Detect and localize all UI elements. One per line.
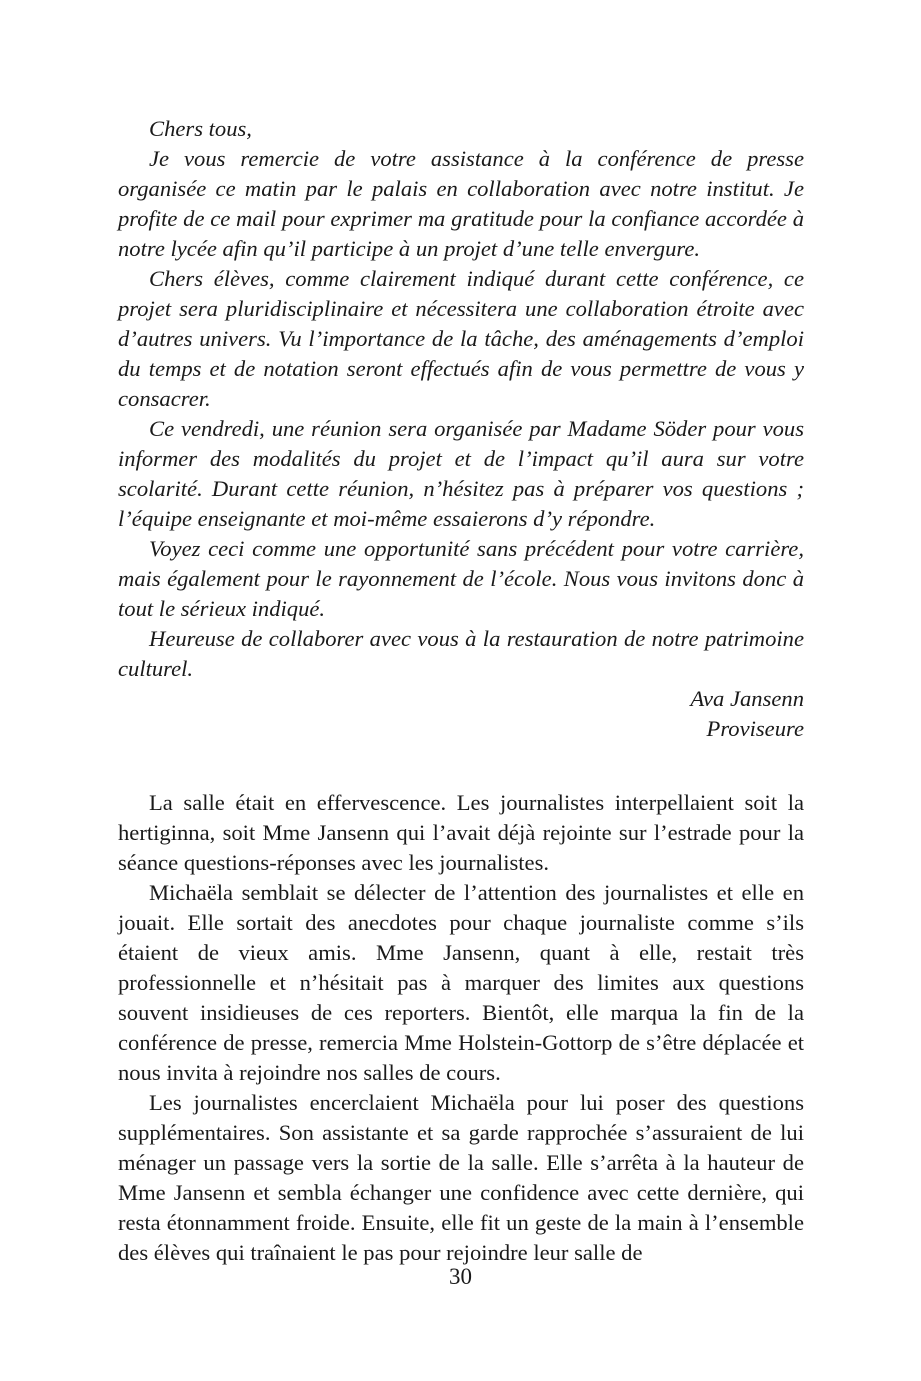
email-letter [118,114,804,744]
signature-name: Ava Jansenn [690,686,804,711]
letter-paragraph: Je vous remercie de votre assistance à la conférence de presse organisée ce matin par le palais en collaboration avec notre institut. Je profite de ce mail pour exprimer ma gratitude pour la confiance accordée à notre lycée afin qu’il participe à un projet d’une telle envergure. [118,146,804,261]
page-number: 30 [449,1264,472,1289]
letter-paragraph: Voyez ceci comme une opportunité sans précédent pour votre carrière, mais également pour le rayonnement de l’école. Nous vous invitons donc à tout le sérieux indiqué. [118,536,804,621]
letter-salutation: Chers tous, [149,116,252,141]
letter-paragraph: Chers élèves, comme clairement indiqué durant cette conférence, ce projet sera pluridisciplinaire et nécessitera une collaboration étroite avec d’autres univers. Vu l’importance de la tâche, des aménagements d’emploi du temps et de notation seront effectués afin de vous permettre de vous y consacrer. [118,266,804,411]
page-body [118,114,804,1268]
letter-paragraph: Heureuse de collaborer avec vous à la restauration de notre patrimoine culturel. [118,626,804,681]
letter-signature [118,684,804,744]
narrative-paragraph: La salle était en effervescence. Les journalistes interpellaient soit la hertiginna, soit Mme Jansenn qui l’avait déjà rejointe sur l’estrade pour la séance questions-réponses avec les journalistes. [118,790,804,875]
narrative-paragraph: Les journalistes encerclaient Michaëla pour lui poser des questions supplémentaires. Son assistante et sa garde rapprochée s’assuraient de lui ménager un passage vers la sortie de la salle. Elle s’arrêta à la hauteur de Mme Jansenn et sembla échanger une confidence avec cette dernière, qui resta étonnamment froide. Ensuite, elle fit un geste de la main à l’ensemble des élèves qui traînaient le pas pour rejoindre leur salle de [118,1090,804,1265]
narrative-paragraph: Michaëla semblait se délecter de l’attention des journalistes et elle en jouait. Elle sortait des anecdotes pour chaque journaliste comme s’ils étaient de vieux amis. Mme Jansenn, quant à elle, restait très professionnelle et n’hésitait pas à marquer des limites aux questions souvent insidieuses de ces reporters. Bientôt, elle marqua la fin de la conférence de presse, remercia Mme Holstein-Gottorp de s’être déplacée et nous invita à rejoindre nos salles de cours. [118,880,804,1085]
letter-paragraph: Ce vendredi, une réunion sera organisée par Madame Söder pour vous informer des modalités du projet et de l’impact qu’il aura sur votre scolarité. Durant cette réunion, n’hésitez pas à préparer vos questions ; l’équipe enseignante et moi-même essaierons d’y répondre. [118,416,804,531]
narrative-text [118,788,804,1268]
signature-title: Proviseure [706,716,804,741]
